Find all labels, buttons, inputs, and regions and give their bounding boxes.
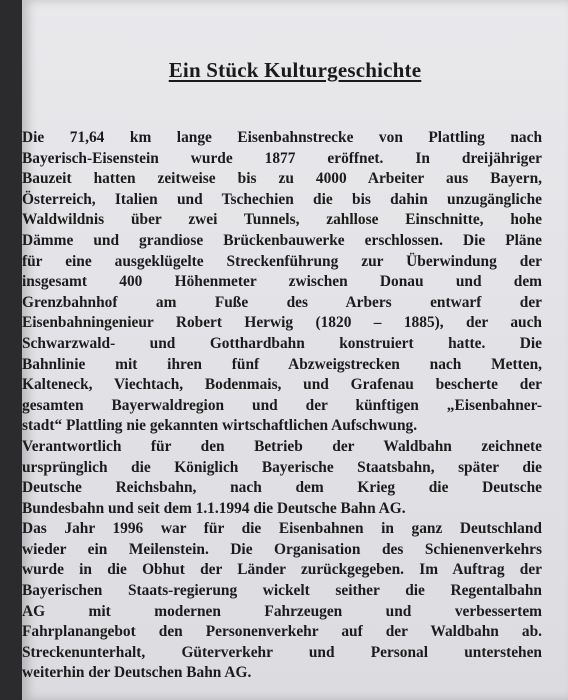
text-line: Die 71,64 km lange Eisenbahnstrecke von Plattling nach <box>22 129 542 146</box>
text-line: Waldwildnis über zwei Tunnels, zahllose Einschnitte, hohe <box>22 211 542 229</box>
text-line: Bahnlinie mit ihren fünf Abzweigstrecken nach Metten, <box>22 355 542 373</box>
body-text <box>22 128 542 684</box>
text-line: Bayerisch-Eisenstein wurde 1877 eröffnet. In dreijähriger <box>22 149 542 167</box>
text-line: Streckenunterhalt, Güterverkehr und Personal unterstehen <box>22 643 542 661</box>
text-line: AG mit modernen Fahrzeugen und verbessertem <box>22 602 542 620</box>
text-line: Eisenbahningenieur Robert Herwig (1820 – 1885), der auch <box>22 314 542 332</box>
text-line: für eine ausgeklügelte Streckenführung zur Überwindung der <box>22 252 542 270</box>
text-line: Deutsche Reichsbahn, nach dem Krieg die Deutsche <box>22 479 542 497</box>
sign-panel <box>22 0 568 700</box>
text-line: insgesamt 400 Höhenmeter zwischen Donau und dem <box>22 273 542 291</box>
text-line: Fahrplanangebot den Personenverkehr auf der Waldbahn ab. <box>22 623 542 641</box>
text-line: wieder ein Meilenstein. Die Organisation des Schienenverkehrs <box>22 540 542 558</box>
text-line: Bauzeit hatten zeitweise bis zu 4000 Arbeiter aus Bayern, <box>22 170 542 188</box>
text-line: Bundesbahn und seit dem 1.1.1994 die Deutsche Bahn AG. <box>22 499 406 517</box>
text-line: Schwarzwald- und Gotthardbahn konstruiert hatte. Die <box>22 334 542 352</box>
text-line: Dämme und grandiose Brückenbauwerke erschlossen. Die Pläne <box>22 231 542 249</box>
text-line: stadt“ Plattling nie gekannten wirtschaftlichen Aufschwung. <box>22 417 418 435</box>
text-line: Das Jahr 1996 war für die Eisenbahnen in ganz Deutschland <box>22 520 542 538</box>
text-line: wurde in die Obhut der Länder zurückgegeben. Im Auftrag der <box>22 561 542 579</box>
text-line: gesamten Bayerwaldregion und der künftigen „Eisenbahner- <box>22 396 542 414</box>
text-line: Österreich, Italien und Tschechien die bis dahin unzugängliche <box>22 190 542 208</box>
text-line: weiterhin der Deutschen Bahn AG. <box>22 664 252 682</box>
title-text: Ein Stück Kulturgeschichte <box>168 58 422 82</box>
page-title <box>22 58 568 83</box>
text-line: Kalteneck, Viechtach, Bodenmais, und Grafenau bescherte der <box>22 376 542 394</box>
text-line: Grenzbahnhof am Fuße des Arbers entwarf der <box>22 293 542 311</box>
text-line: ursprünglich die Königlich Bayerische Staatsbahn, später die <box>22 458 542 476</box>
text-line: Bayerischen Staats-regierung wickelt seither die Regentalbahn <box>22 582 542 600</box>
text-line: Verantwortlich für den Betrieb der Waldbahn zeichnete <box>22 437 542 455</box>
